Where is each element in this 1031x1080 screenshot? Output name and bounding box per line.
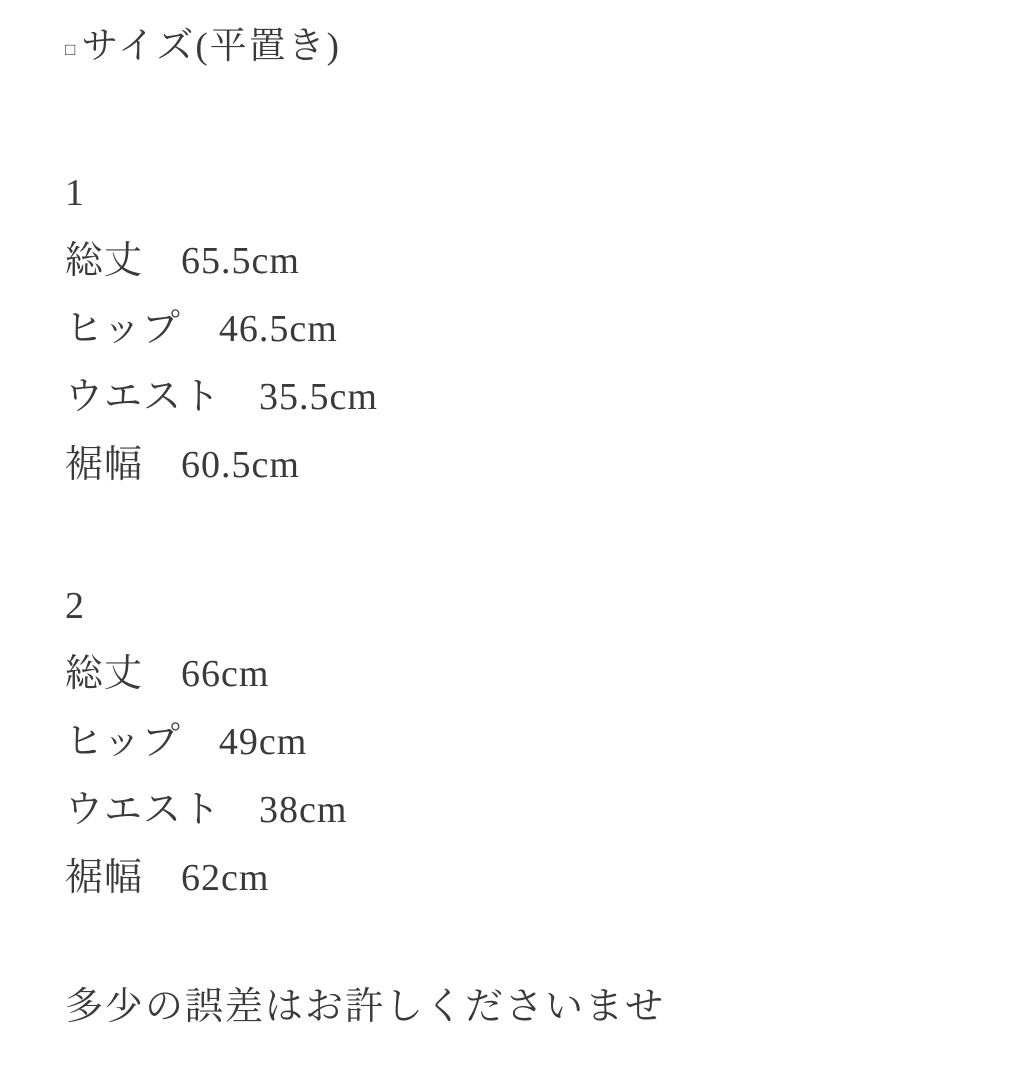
- measurement-label: ヒップ: [65, 721, 181, 763]
- measurement-value: 60.5cm: [181, 444, 300, 486]
- tolerance-note: 多少の誤差はお許しくださいませ: [65, 986, 666, 1028]
- page-title-text: サイズ(平置き): [81, 26, 341, 67]
- measurement-value: 38cm: [259, 789, 348, 831]
- measurement-value: 66cm: [181, 653, 270, 695]
- measurement-label: ヒップ: [65, 308, 181, 350]
- measurement-value: 62cm: [181, 857, 270, 899]
- measurement-row: [65, 776, 1011, 844]
- measurement-label: 裾幅: [65, 444, 144, 486]
- measurement-row: [65, 295, 1011, 363]
- measurement-label: 総丈: [65, 240, 144, 282]
- measurement-row: [65, 431, 1011, 499]
- size-section-number: 1: [65, 172, 85, 214]
- size-section-number: 2: [65, 585, 85, 627]
- measurement-value: 49cm: [218, 721, 308, 763]
- square-bullet-icon: □: [65, 39, 78, 59]
- measurement-row: [65, 227, 1011, 295]
- measurement-value: 35.5cm: [259, 376, 378, 418]
- measurement-label: 裾幅: [65, 857, 144, 899]
- measurement-row: [65, 640, 1011, 708]
- measurement-value: 46.5cm: [218, 308, 338, 350]
- page-title: [65, 22, 1011, 72]
- size-section-2: [65, 572, 1011, 912]
- measurement-label: ウエスト: [65, 789, 222, 831]
- measurement-row: [65, 708, 1011, 776]
- measurement-label: 総丈: [65, 653, 144, 695]
- size-section-1: [65, 159, 1011, 499]
- measurement-value: 65.5cm: [181, 240, 300, 282]
- measurement-row: [65, 363, 1011, 431]
- measurement-label: ウエスト: [65, 376, 222, 418]
- measurement-row: [65, 844, 1011, 912]
